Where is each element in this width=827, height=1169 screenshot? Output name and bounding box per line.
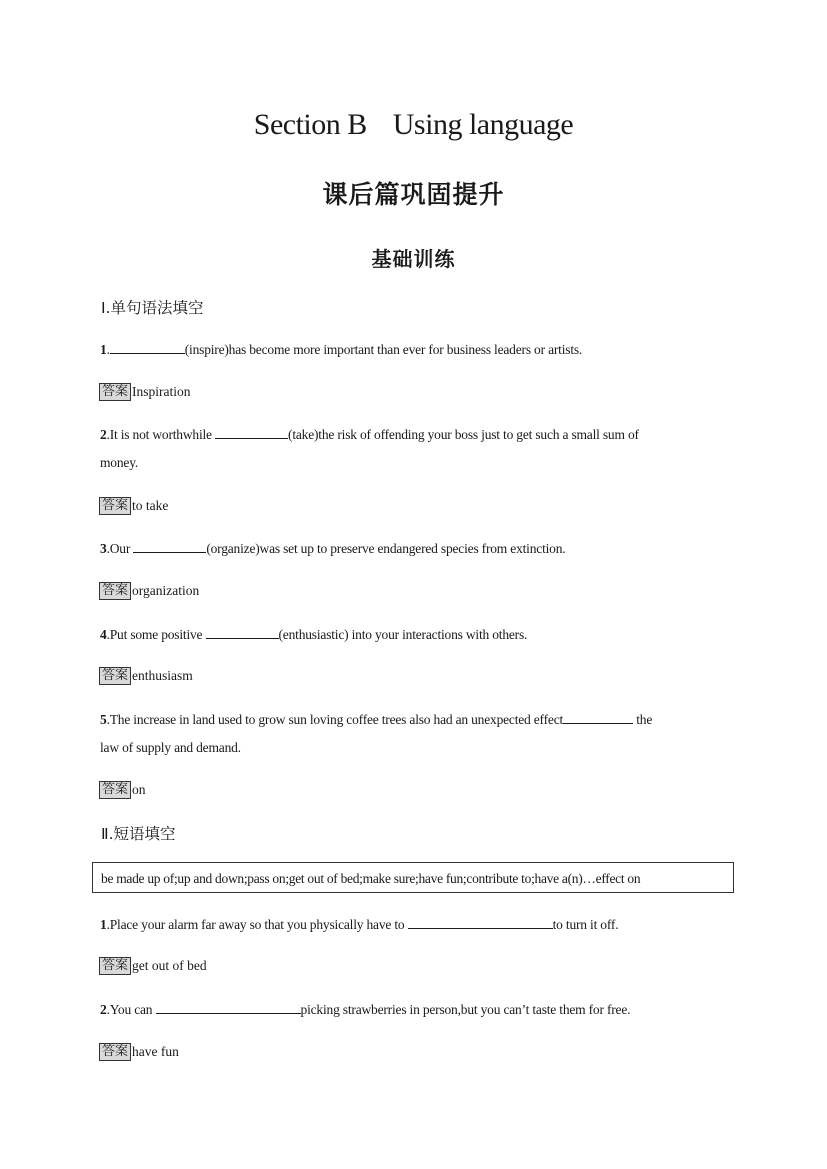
part1-question-2-cont: money. <box>100 455 139 470</box>
title-section-label: Section B <box>253 108 367 141</box>
part1-question-1: 1. (inspire)has become more important than ever for business leaders or artists. <box>100 342 583 357</box>
answer-blank[interactable] <box>215 426 288 439</box>
title-topic: Using language <box>392 108 574 141</box>
part2-heading: Ⅱ.短语填空 <box>101 825 176 843</box>
part1-question-4: 4.Put some positive (enthusiastic) into your interactions with others. <box>100 627 528 642</box>
part1-question-5-cont: law of supply and demand. <box>100 740 241 755</box>
part1-answer-1: 答案 Inspiration <box>99 383 191 401</box>
phrase-word-box: be made up of;up and down;pass on;get out of bed;make sure;have fun;contribute to;have a(n)…effect on <box>92 862 734 893</box>
answer-blank[interactable] <box>563 711 633 724</box>
answer-tag: 答案 <box>99 582 131 600</box>
answer-blank[interactable] <box>156 1001 301 1014</box>
part1-question-5: 5.The increase in land used to grow sun loving coffee trees also had an unexpected effect the <box>100 712 653 727</box>
answer-tag: 答案 <box>99 1043 131 1061</box>
part1-answer-4: 答案 enthusiasm <box>99 667 193 685</box>
part1-answer-2: 答案 to take <box>99 497 168 515</box>
answer-tag: 答案 <box>99 781 131 799</box>
part1-answer-5: 答案 on <box>99 781 146 799</box>
page-subtitle: 课后篇巩固提升 <box>322 180 505 209</box>
answer-blank[interactable] <box>133 540 206 553</box>
part1-answer-3: 答案 organization <box>99 582 199 600</box>
part2-answer-2: 答案 have fun <box>99 1043 179 1061</box>
part2-question-1: 1.Place your alarm far away so that you physically have to to turn it off. <box>100 917 619 932</box>
part2-answer-1: 答案 get out of bed <box>99 957 207 975</box>
part1-heading: Ⅰ.单句语法填空 <box>101 299 204 317</box>
answer-tag: 答案 <box>99 383 131 401</box>
answer-blank[interactable] <box>206 626 279 639</box>
answer-blank[interactable] <box>408 916 553 929</box>
answer-blank[interactable] <box>110 341 185 354</box>
part1-question-3: 3.Our (organize)was set up to preserve endangered species from extinction. <box>100 541 566 556</box>
answer-tag: 答案 <box>99 497 131 515</box>
page-title <box>0 108 827 142</box>
answer-tag: 答案 <box>99 957 131 975</box>
answer-tag: 答案 <box>99 667 131 685</box>
part2-question-2: 2.You can picking strawberries in person,but you can’t taste them for free. <box>100 1002 631 1017</box>
part1-question-2: 2.It is not worthwhile (take)the risk of offending your boss just to get such a small sum of <box>100 427 639 442</box>
section-title: 基础训练 <box>371 247 456 271</box>
